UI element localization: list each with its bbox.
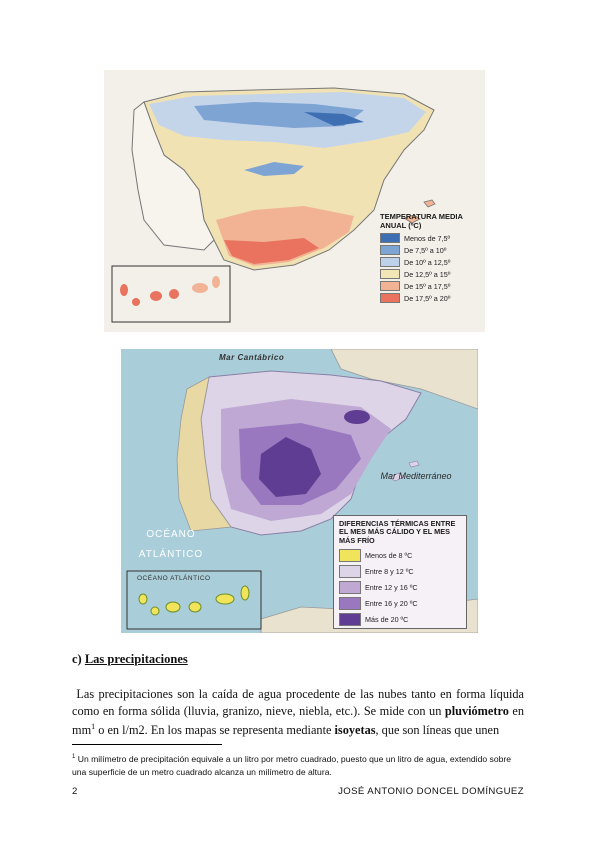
page-number: 2 (72, 786, 78, 797)
thermal-legend-swatch (339, 581, 361, 594)
thermal-legend-swatch (339, 549, 361, 562)
thermal-legend-label: Menos de 8 ºC (365, 551, 413, 561)
temperature-legend-swatch (380, 233, 400, 243)
thermal-legend-title: DIFERENCIAS TÉRMICAS ENTRE EL MES MÁS CÁLIDO Y EL MES MÁS FRÍO (339, 519, 456, 545)
section-prefix: c) (72, 652, 82, 666)
footnote-text: Un milímetro de precipitación equivale a un litro por metro cuadrado, puesto que un litro de agua, extendido sobre una superficie de un metro cuadrado alcanza un milímetro de altura. (72, 753, 512, 777)
temperature-legend-row (380, 269, 480, 279)
thermal-legend-row (339, 597, 461, 610)
label-cantabrico: Mar Cantábrico (219, 353, 285, 362)
temperature-legend-row (380, 293, 480, 303)
temperature-legend-label: De 10º a 12,5º (404, 257, 451, 267)
para-text-3: o en l/m2. En los mapas se representa mediante (95, 723, 335, 738)
temperature-map (104, 70, 485, 332)
temperature-legend-row (380, 281, 480, 291)
thermal-legend-swatch (339, 565, 361, 578)
thermal-legend-swatch (339, 597, 361, 610)
temperature-legend-swatch (380, 245, 400, 255)
para-text-4: , que son líneas que unen (375, 723, 500, 738)
para-bold-pluviometro: pluviómetro (444, 703, 509, 718)
temperature-legend-row (380, 257, 480, 267)
temperature-legend-swatch (380, 293, 400, 303)
para-bold-isoyetas: isoyetas (334, 723, 376, 738)
footnote-ref: 1 (91, 722, 96, 731)
thermal-legend-row (339, 565, 461, 578)
footnote-mark: 1 (72, 754, 76, 760)
inset-label: OCÉANO ATLÁNTICO (137, 575, 211, 582)
thermal-legend-label: Más de 20 ºC (365, 615, 409, 625)
temperature-legend-swatch (380, 269, 400, 279)
temperature-legend-label: Menos de 7,5º (404, 233, 451, 243)
thermal-legend-items (339, 549, 461, 626)
label-mediterraneo: Mar Mediterráneo (380, 471, 452, 481)
thermal-legend (333, 515, 467, 629)
thermal-legend-row (339, 549, 461, 562)
temperature-legend-swatch (380, 257, 400, 267)
section-title: Las precipitaciones (84, 652, 188, 666)
thermal-legend-label: Entre 8 y 12 ºC (365, 567, 414, 577)
footnote (72, 751, 524, 779)
section-heading (72, 652, 188, 667)
label-oceano: OCÉANO ATLÁNTICO (138, 529, 204, 560)
body-paragraph (72, 686, 524, 739)
footnote-separator (72, 744, 222, 745)
thermal-legend-row (339, 613, 461, 626)
temperature-legend-label: De 7,5º a 10º (404, 245, 447, 255)
temperature-legend-label: De 17,5º a 20º (404, 293, 451, 303)
para-text-1: Las precipitaciones son la caída de agua procedente de las nubes tanto en forma líquida como en forma sólida (lluvia, granizo, nieve, niebla, etc.). Se mide con un (72, 687, 524, 718)
thermal-legend-label: Entre 12 y 16 ºC (365, 583, 418, 593)
footer-author: JOSÉ ANTONIO DONCEL DOMÍNGUEZ (338, 786, 524, 797)
page-footer (72, 786, 524, 797)
thermal-legend-label: Entre 16 y 20 ºC (365, 599, 418, 609)
temperature-legend-row (380, 245, 480, 255)
thermal-legend-row (339, 581, 461, 594)
temperature-legend-label: De 15º a 17,5º (404, 281, 451, 291)
temperature-legend-swatch (380, 281, 400, 291)
temperature-legend-label: De 12,5º a 15º (404, 269, 451, 279)
thermal-difference-map (121, 349, 478, 633)
temperature-legend (380, 213, 480, 305)
temperature-legend-row (380, 233, 480, 243)
para-text-2: en mm (72, 703, 524, 738)
temperature-legend-items (380, 233, 480, 303)
temperature-legend-title: TEMPERATURA MEDIA ANUAL (ºC) (380, 212, 463, 230)
thermal-legend-swatch (339, 613, 361, 626)
